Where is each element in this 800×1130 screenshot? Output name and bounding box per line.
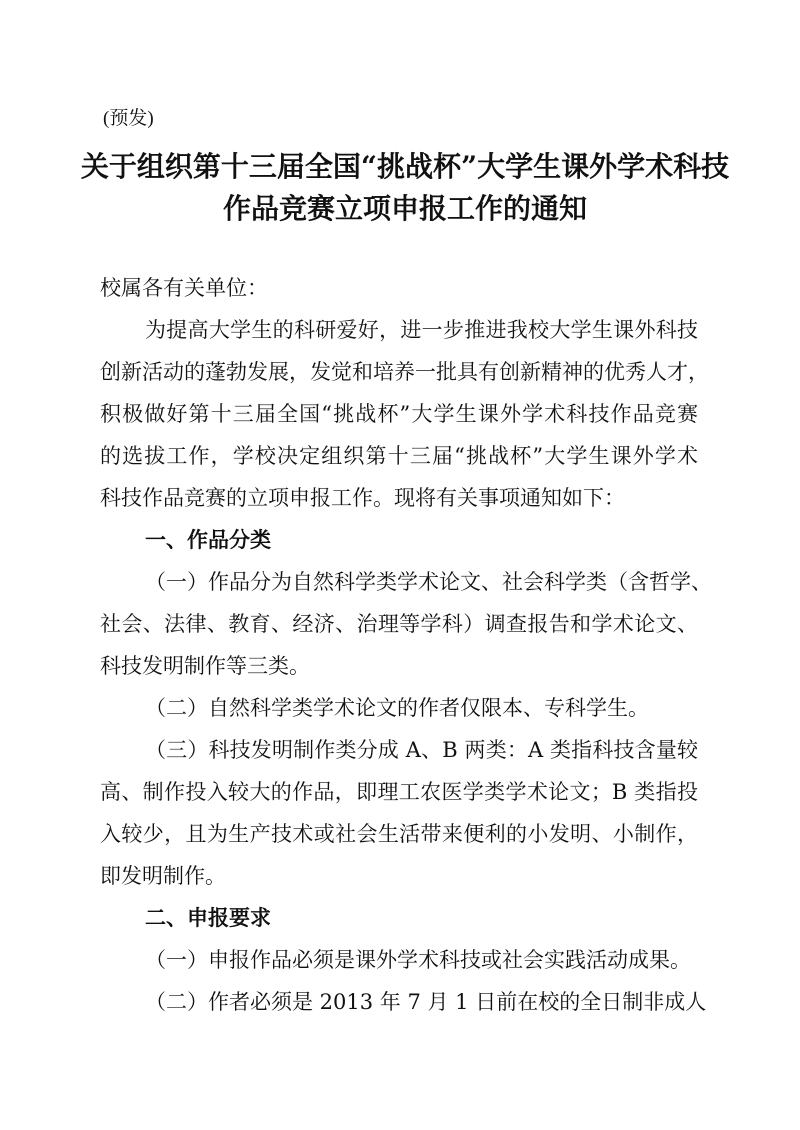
- paragraph-line: 即发明制作。: [100, 864, 226, 888]
- paragraph-line: （二）作者必须是 2013 年 7 月 1 日前在校的全日制非成人: [145, 990, 707, 1014]
- paragraph-line: 社会、法律、教育、经济、治理等学科）调查报告和学术论文、: [100, 612, 698, 636]
- document-title-line-2: 作品竞赛立项申报工作的通知: [222, 192, 587, 225]
- pre-release-tag: (预发): [103, 108, 154, 129]
- paragraph-line: （三）科技发明制作类分成 A、B 两类：A 类指科技含量较: [145, 738, 698, 762]
- paragraph-line: 高、制作投入较大的作品，即理工农医学类学术论文；B 类指投: [100, 780, 698, 804]
- paragraph-line: （二）自然科学类学术论文的作者仅限本、专科学生。: [145, 696, 649, 720]
- document-title-line-1: 关于组织第十三届全国“挑战杯”大学生课外学术科技: [80, 150, 730, 183]
- paragraph-line: 为提高大学生的科研爱好，进一步推进我校大学生课外科技: [145, 318, 698, 342]
- paragraph-line: 科技作品竞赛的立项申报工作。现将有关事项通知如下：: [100, 486, 625, 510]
- paragraph-line: 积极做好第十三届全国“挑战杯”大学生课外学术科技作品竞赛: [100, 402, 698, 426]
- paragraph-line: 的选拔工作，学校决定组织第十三届“挑战杯”大学生课外学术: [100, 444, 698, 468]
- paragraph-line: 科技发明制作等三类。: [100, 654, 310, 678]
- salutation: 校属各有关单位：: [100, 276, 268, 300]
- section-heading-2: 二、申报要求: [145, 905, 271, 930]
- paragraph-line: （一）作品分为自然科学类学术论文、社会科学类（含哲学、: [145, 570, 712, 594]
- paragraph-line: 入较少，且为生产技术或社会生活带来便利的小发明、小制作，: [100, 822, 698, 846]
- section-heading-1: 一、作品分类: [145, 527, 271, 552]
- paragraph-line: （一）申报作品必须是课外学术科技或社会实践活动成果。: [145, 948, 691, 972]
- paragraph-line: 创新活动的蓬勃发展，发觉和培养一批具有创新精神的优秀人才，: [100, 360, 709, 384]
